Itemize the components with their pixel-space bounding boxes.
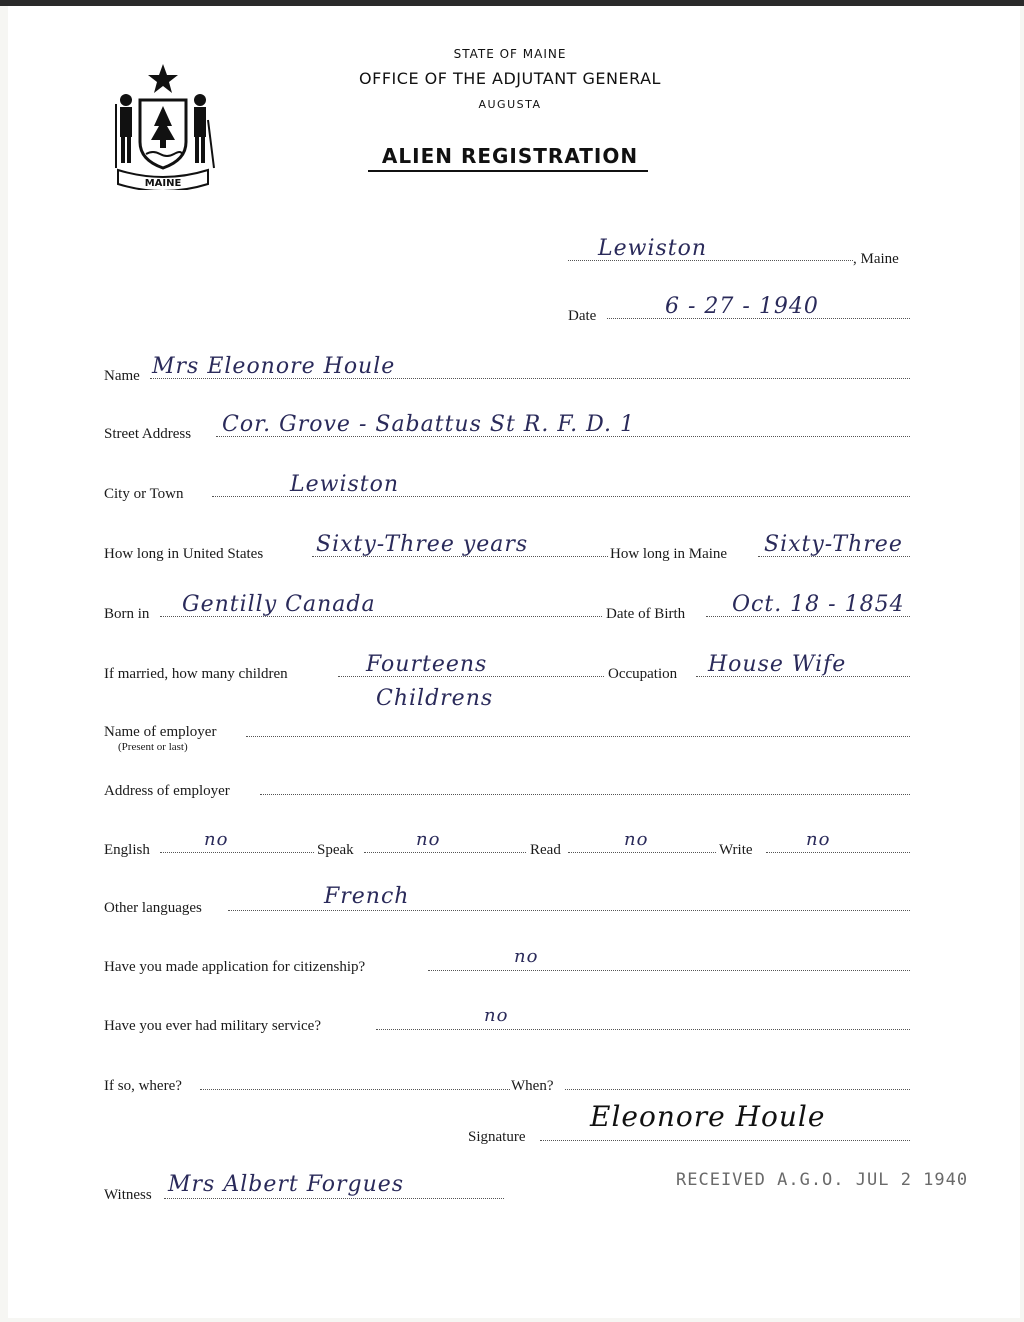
signature-line [540, 1140, 910, 1141]
read-label: Read [530, 842, 561, 858]
where-line [200, 1089, 510, 1090]
received-stamp: RECEIVED A.G.O. JUL 2 1940 [676, 1170, 969, 1190]
years-us-label: How long in United States [104, 546, 264, 562]
occupation-value: House Wife [708, 652, 847, 677]
state-of-maine-seal-icon [108, 60, 218, 190]
witness-value: Mrs Albert Forgues [168, 1172, 405, 1197]
name-label: Name [104, 368, 140, 384]
employer-address-label: Address of employer [104, 783, 230, 799]
name-value: Mrs Eleonore Houle [152, 354, 396, 379]
signature-label: Signature [468, 1129, 526, 1145]
employer-address-line [260, 794, 910, 795]
dob-value: Oct. 18 - 1854 [732, 592, 905, 617]
citizenship-line [428, 970, 910, 971]
where-label: If so, where? [104, 1078, 182, 1094]
years-maine-label: How long in Maine [610, 546, 728, 562]
read-line [568, 852, 716, 853]
military-line [376, 1029, 910, 1030]
years-maine-value: Sixty-Three [764, 532, 903, 557]
other-languages-value: French [324, 884, 410, 909]
military-label: Have you ever had military service? [104, 1018, 321, 1034]
witness-label: Witness [104, 1187, 152, 1203]
years-us-value: Sixty-Three years [316, 532, 529, 557]
employer-label: Name of employer [104, 724, 217, 740]
children-value: Fourteens [366, 652, 488, 677]
read-value: no [624, 829, 649, 850]
street-value: Cor. Grove - Sabattus St R. F. D. 1 [222, 412, 636, 437]
write-line [766, 852, 910, 853]
other-languages-label: Other languages [104, 900, 202, 916]
born-in-value: Gentilly Canada [182, 592, 376, 617]
born-in-label: Born in [104, 606, 150, 622]
form-title-underline [368, 170, 648, 172]
date-label: Date [568, 308, 597, 324]
speak-line [364, 852, 526, 853]
dob-label: Date of Birth [606, 606, 686, 622]
place-value: Lewiston [598, 236, 708, 261]
seal-banner-text: MAINE [144, 178, 182, 189]
write-label: Write [719, 842, 753, 858]
english-line [160, 852, 314, 853]
header-office: OFFICE OF THE ADJUTANT GENERAL [359, 69, 661, 88]
header-state: STATE OF MAINE [453, 47, 567, 61]
children-value-line2: Childrens [376, 686, 494, 711]
military-value: no [484, 1005, 509, 1026]
when-line [565, 1089, 910, 1090]
occupation-label: Occupation [608, 666, 678, 682]
citizenship-label: Have you made application for citizenship? [104, 959, 366, 975]
date-value: 6 - 27 - 1940 [665, 294, 819, 319]
speak-value: no [416, 829, 441, 850]
other-languages-line [228, 910, 910, 911]
english-value: no [204, 829, 229, 850]
citizenship-value: no [514, 946, 539, 967]
employer-line [246, 736, 910, 737]
header-city: AUGUSTA [478, 98, 542, 111]
children-label: If married, how many children [104, 666, 288, 682]
when-label: When? [511, 1078, 554, 1094]
speak-label: Speak [317, 842, 354, 858]
witness-line [164, 1198, 504, 1199]
place-label: , Maine [853, 251, 899, 267]
english-label: English [104, 842, 150, 858]
street-label: Street Address [104, 426, 192, 442]
form-sheet [8, 6, 1020, 1318]
form-title: ALIEN REGISTRATION [381, 144, 639, 168]
city-label: City or Town [104, 486, 184, 502]
signature-value: Eleonore Houle [590, 1100, 826, 1133]
city-value: Lewiston [290, 472, 400, 497]
write-value: no [806, 829, 831, 850]
employer-sublabel: (Present or last) [118, 741, 188, 753]
